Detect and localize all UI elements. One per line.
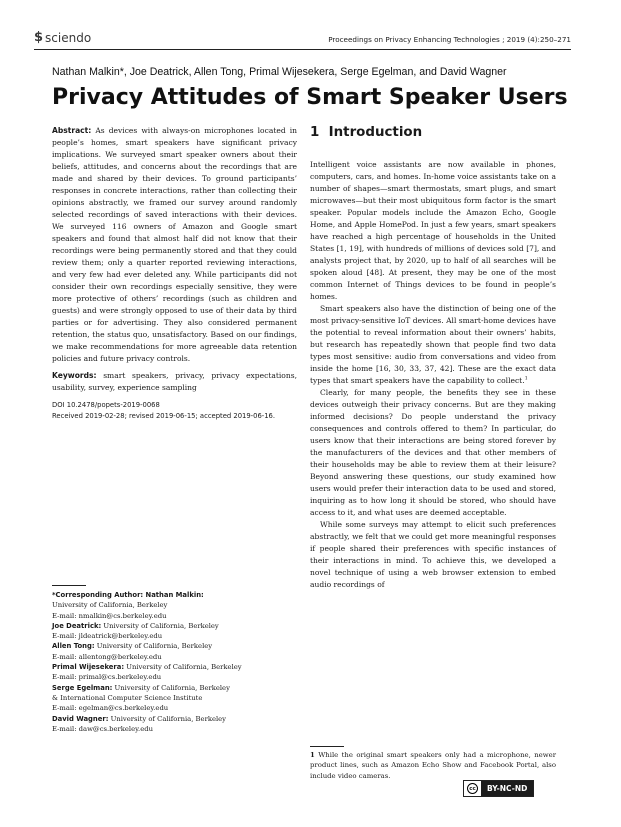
received-dates: Received 2019-02-28; revised 2019-06-15; accepted 2019-06-16. [52, 412, 276, 420]
paragraph: Clearly, for many people, the benefits they see in these devices outweigh their privacy concerns. But are they making informed decisions? Do people understand the privacy consequences and controls offered to them? In particular, do users know that their interactions are being stored forever by the manufacturers of the devices and that other members of their households may be able to review them at their leisure? Beyond answering these questions, our study examined how users would prefer their interaction data to be used and stored, inquiring as to how long it should be stored, who should have access to it, and what uses are deemed acceptable. [310, 388, 556, 517]
author-affiliation: University of California, Berkeley [52, 601, 168, 610]
license-badge[interactable] [463, 780, 534, 797]
author-affiliation: University of California, Berkeley [103, 621, 219, 630]
author-affiliation: University of California, Berkeley [114, 683, 230, 692]
dollar-s-icon: $ [34, 30, 44, 45]
keywords-text: smart speakers, privacy, privacy expectations, usability, survey, experience sampling [52, 371, 297, 392]
keywords [52, 370, 297, 394]
publisher-name: sciendo [45, 30, 92, 45]
author-entry [52, 621, 297, 642]
author-entry [52, 590, 297, 621]
license-label: BY-NC-ND [481, 781, 533, 796]
doi-link[interactable]: DOI 10.2478/popets-2019-0068 [52, 401, 160, 409]
footnote-number: 1 [310, 751, 315, 759]
author-email[interactable]: E-mail: jldeatrick@berkeley.edu [52, 632, 163, 641]
author-name: *Corresponding Author: Nathan Malkin: [52, 591, 204, 599]
author-email[interactable]: E-mail: primal@cs.berkeley.edu [52, 673, 162, 682]
paragraph: While some surveys may attempt to elicit such preferences abstractly, we felt that we could get more meaningful responses if people shared their preferences with specific instances of their interactions in mind. To achieve this, we developed a novel technique of using a web browser extension to embed audio recordings of [310, 520, 556, 589]
publisher-logo [34, 30, 91, 45]
section-title: Introduction [328, 125, 423, 140]
right-column [310, 124, 556, 591]
author-name: Allen Tong: [52, 642, 95, 651]
footnote-text: While the original smart speakers only had a microphone, newer product lines, such as Amazon Echo Show and Facebook Portal, also include video cameras. [310, 751, 556, 780]
author-email[interactable]: E-mail: allentong@berkeley.edu [52, 652, 162, 661]
paper-title: Privacy Attitudes of Smart Speaker Users [52, 85, 568, 110]
header-rule [34, 49, 571, 50]
footnote-rule [310, 746, 344, 747]
author-entry [52, 683, 297, 714]
paragraph: Intelligent voice assistants are now available in phones, computers, cars, and homes. In-home voice assistants take on a number of shapes—smart thermostats, smart plugs, and smart microwaves—but their most ubiquitous form factor is the smart speaker. Popular models include the Amazon Echo, Google Home, and Apple HomePod. In just a few years, smart speakers have reached a high percentage of households in the United States [1, 19], with hundreds of millions of devices sold [7], and analysts project that, by 2020, up to half of all searches will be spoken aloud [48]. At present, they may be one of the most common Internet of Things devices to be found in people’s homes. [310, 160, 556, 301]
abstract-text: As devices with always-on microphones located in people’s homes, smart speakers have significant privacy implications. We surveyed smart speaker owners about their beliefs, attitudes, and concerns about the recordings that are made and shared by their devices. To ground participants’ responses in concrete interactions, rather than collecting their opinions abstractly, we framed our survey around randomly selected recordings of saved interactions with their devices. We surveyed 116 owners of Amazon and Google smart speakers and found that almost half did not know that their recordings were being permanently stored and that they could review them; only a quarter reported reviewing interactions, and very few had ever deleted any. While participants did not consider their own recordings especially sensitive, they were more protective of others’ recordings (such as children and guests) and were strongly opposed to use of their data by third parties or for advertising. They also considered permanent retention, the status quo, unsatisfactory. Based on our findings, we make recommendations for more agreeable data retention policies and future privacy controls. [52, 126, 297, 363]
abstract-label: Abstract: [52, 126, 92, 135]
publication-meta [52, 400, 297, 422]
author-name: David Wagner: [52, 714, 109, 723]
author-email[interactable]: E-mail: daw@cs.berkeley.edu [52, 724, 153, 733]
author-name: Primal Wijesekera: [52, 663, 125, 672]
journal-header: Proceedings on Privacy Enhancing Technologies ; 2019 (4):250–271 [328, 35, 571, 44]
creative-commons-icon: cc [464, 781, 481, 796]
author-affiliation-secondary: & International Computer Science Institute [52, 693, 203, 702]
author-affiliation: University of California, Berkeley [110, 714, 227, 723]
footnote-marker[interactable]: 1 [524, 375, 528, 382]
paragraph [310, 303, 556, 387]
abstract [52, 125, 297, 365]
correspondence-rule [52, 585, 86, 586]
section-number: 1 [310, 125, 320, 140]
keywords-label: Keywords: [52, 371, 97, 380]
paragraph-text: Smart speakers also have the distinction of being one of the most privacy-sensitive IoT devices. All smart-home devices have the potential to reveal information about their owners’ habits, but research has repeatedly shown that people find two data types most sensitive: audio from conversations and video from inside the home [16, 30, 33, 37, 42]. These are the exact data types that smart speakers have the capability to collect. [310, 304, 556, 385]
author-email[interactable]: E-mail: egelman@cs.berkeley.edu [52, 704, 169, 713]
author-email[interactable]: E-mail: nmalkin@cs.berkeley.edu [52, 611, 167, 620]
author-affiliation: University of California, Berkeley [96, 642, 213, 651]
author-name: Joe Deatrick: [52, 621, 102, 630]
author-entry [52, 714, 297, 735]
author-entry [52, 641, 297, 662]
author-list: Nathan Malkin*, Joe Deatrick, Allen Tong, Primal Wijesekera, Serge Egelman, and David Wagner [52, 66, 507, 78]
correspondence-block [52, 585, 297, 734]
author-name: Serge Egelman: [52, 683, 113, 692]
section-heading [310, 124, 556, 142]
left-column [52, 125, 297, 422]
author-affiliation: University of California, Berkeley [126, 663, 242, 672]
footnote [310, 746, 556, 781]
author-entry [52, 662, 297, 683]
